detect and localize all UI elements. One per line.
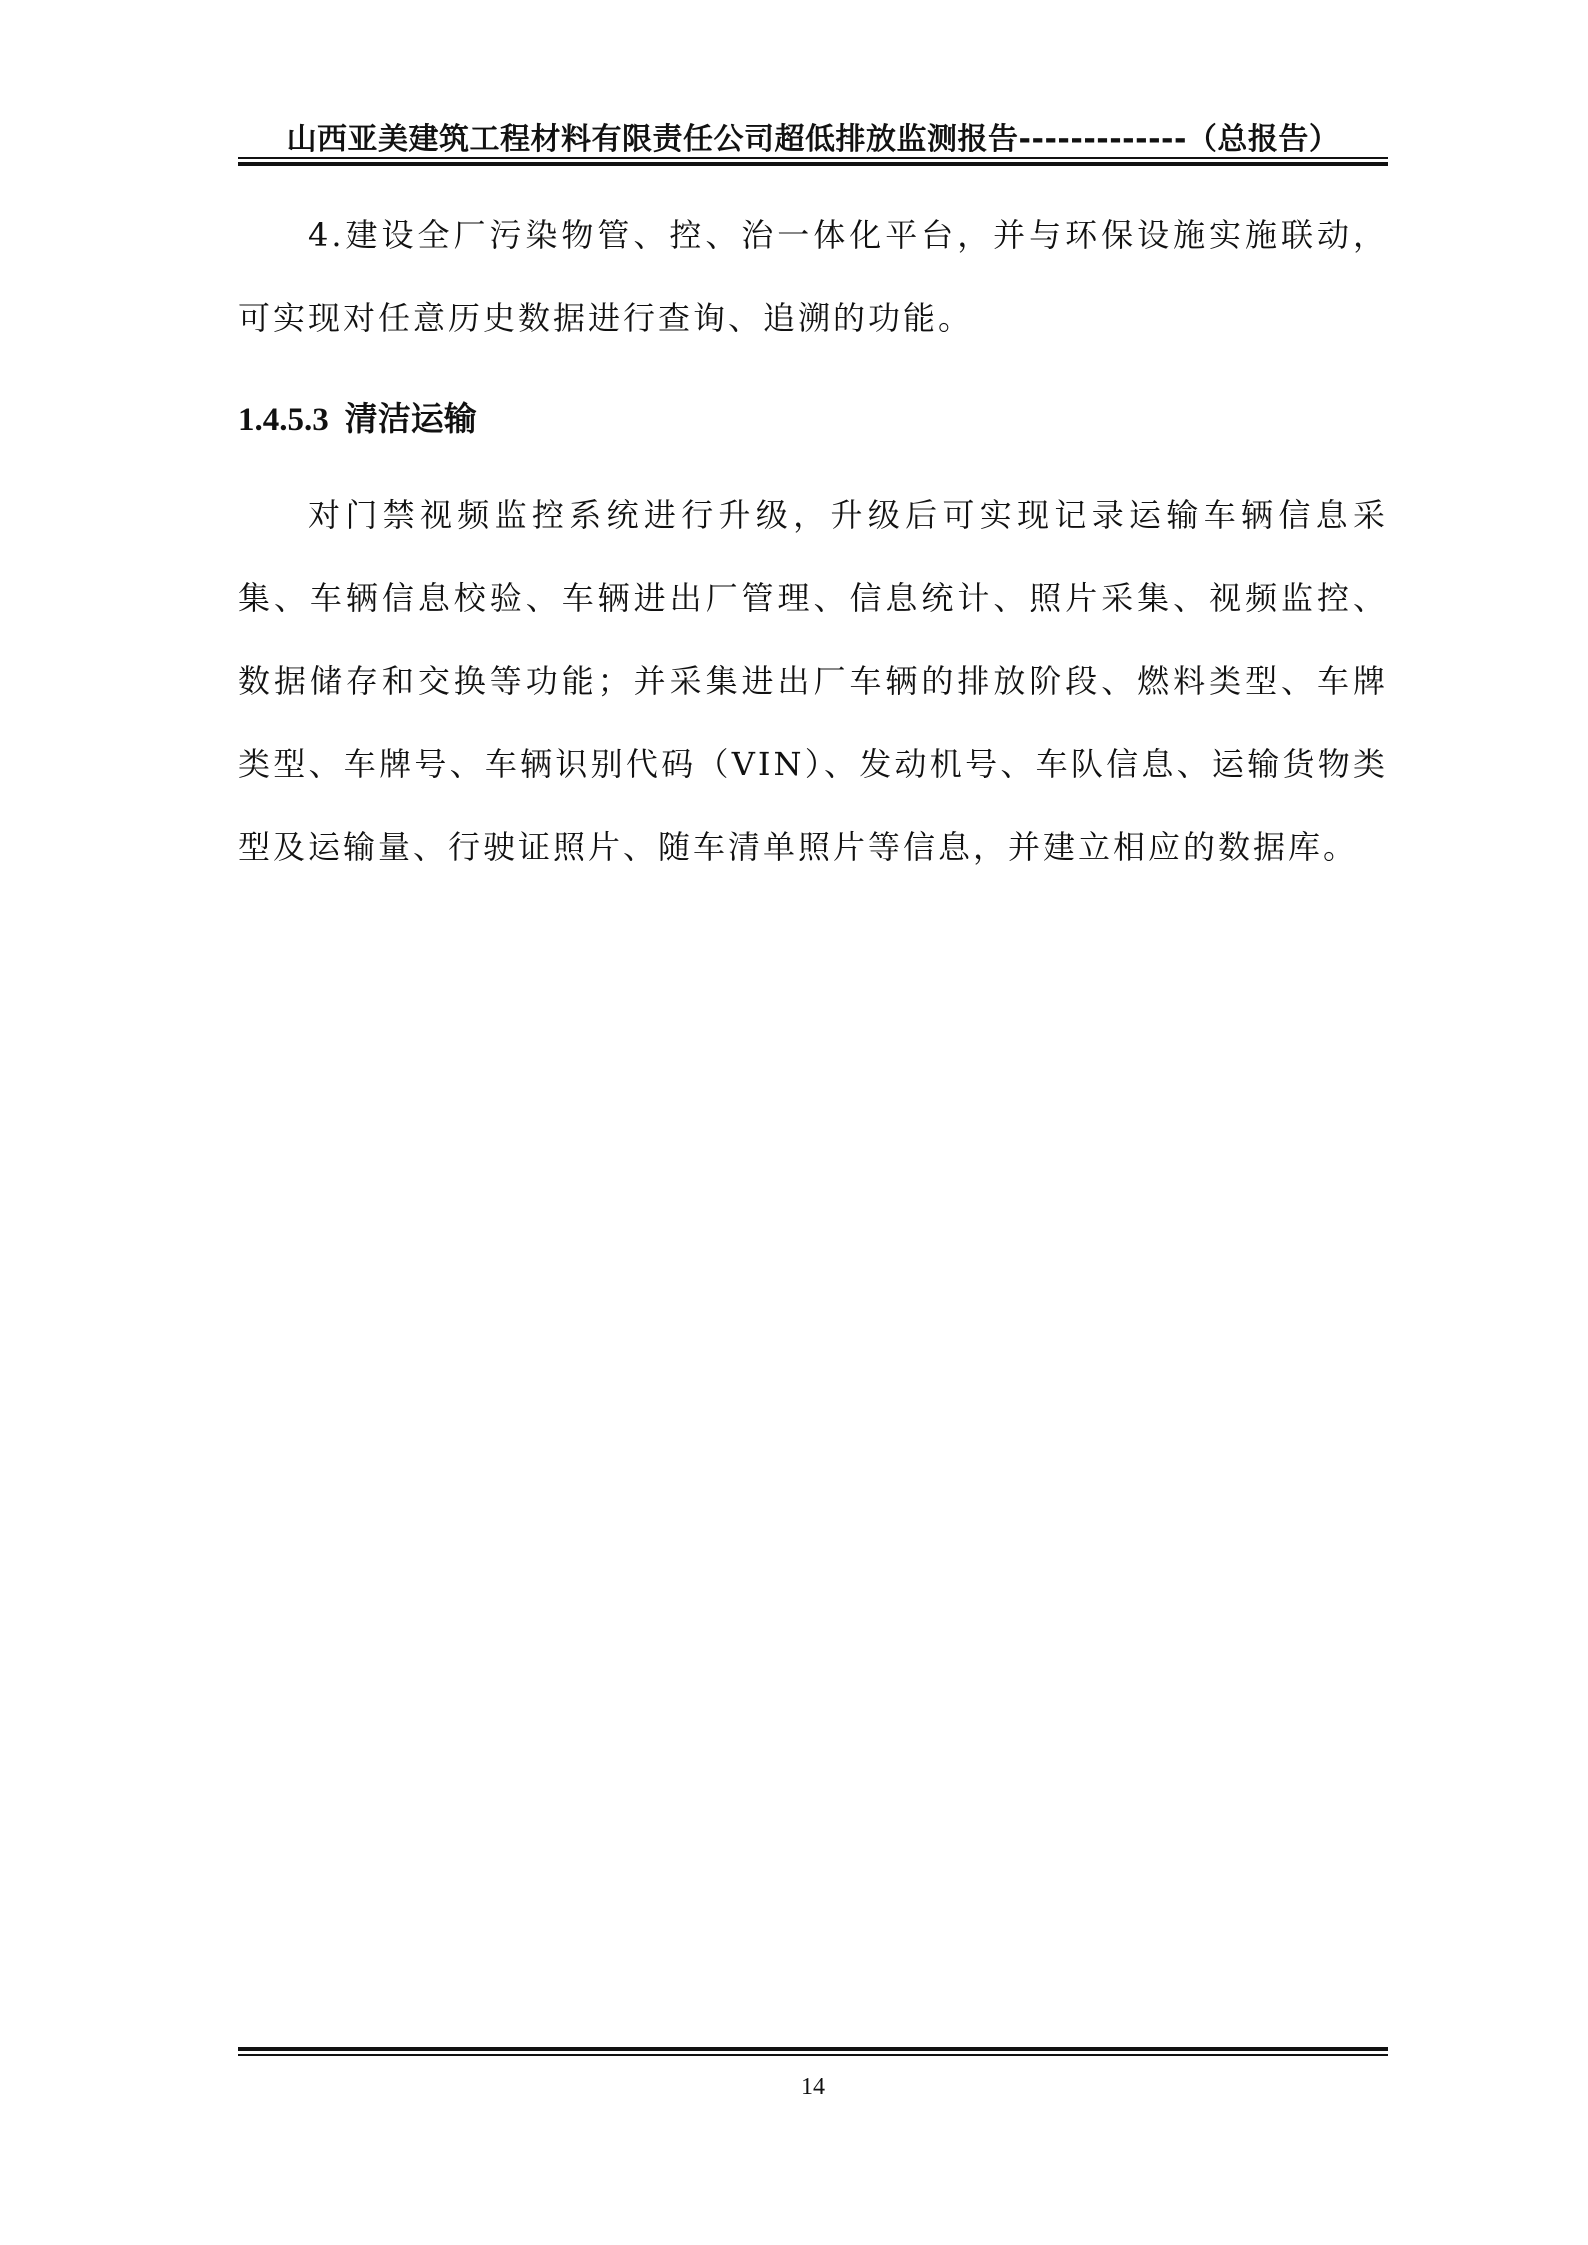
footer-rule-thin bbox=[238, 2054, 1388, 2056]
paragraph-clean-transport: 对门禁视频监控系统进行升级，升级后可实现记录运输车辆信息采集、车辆信息校验、车辆进出厂管理、信息统计、照片采集、视频监控、数据储存和交换等功能；并采集进出厂车辆的排放阶段、燃料类型、车牌类型、车牌号、车辆识别代码（VIN）、发动机号、车队信息、运输货物类型及运输量、行驶证照片、随车清单照片等信息，并建立相应的数据库。 bbox=[238, 496, 1388, 866]
page-number: 14 bbox=[801, 2074, 825, 2100]
paragraph-platform: 4.建设全厂污染物管、控、治一体化平台，并与环保设施实施联动，可实现对任意历史数据进行查询、追溯的功能。 bbox=[238, 216, 1388, 337]
header-rule-thick bbox=[238, 162, 1388, 166]
section-title: 清洁运输 bbox=[344, 399, 477, 438]
section-number: 1.4.5.3 bbox=[238, 402, 329, 438]
header-rule-thin bbox=[238, 157, 1388, 159]
footer-rule-thick bbox=[238, 2047, 1388, 2051]
section-heading bbox=[238, 393, 477, 440]
page-header-title: 山西亚美建筑工程材料有限责任公司超低排放监测报告-------------（总报告） bbox=[286, 122, 1340, 157]
